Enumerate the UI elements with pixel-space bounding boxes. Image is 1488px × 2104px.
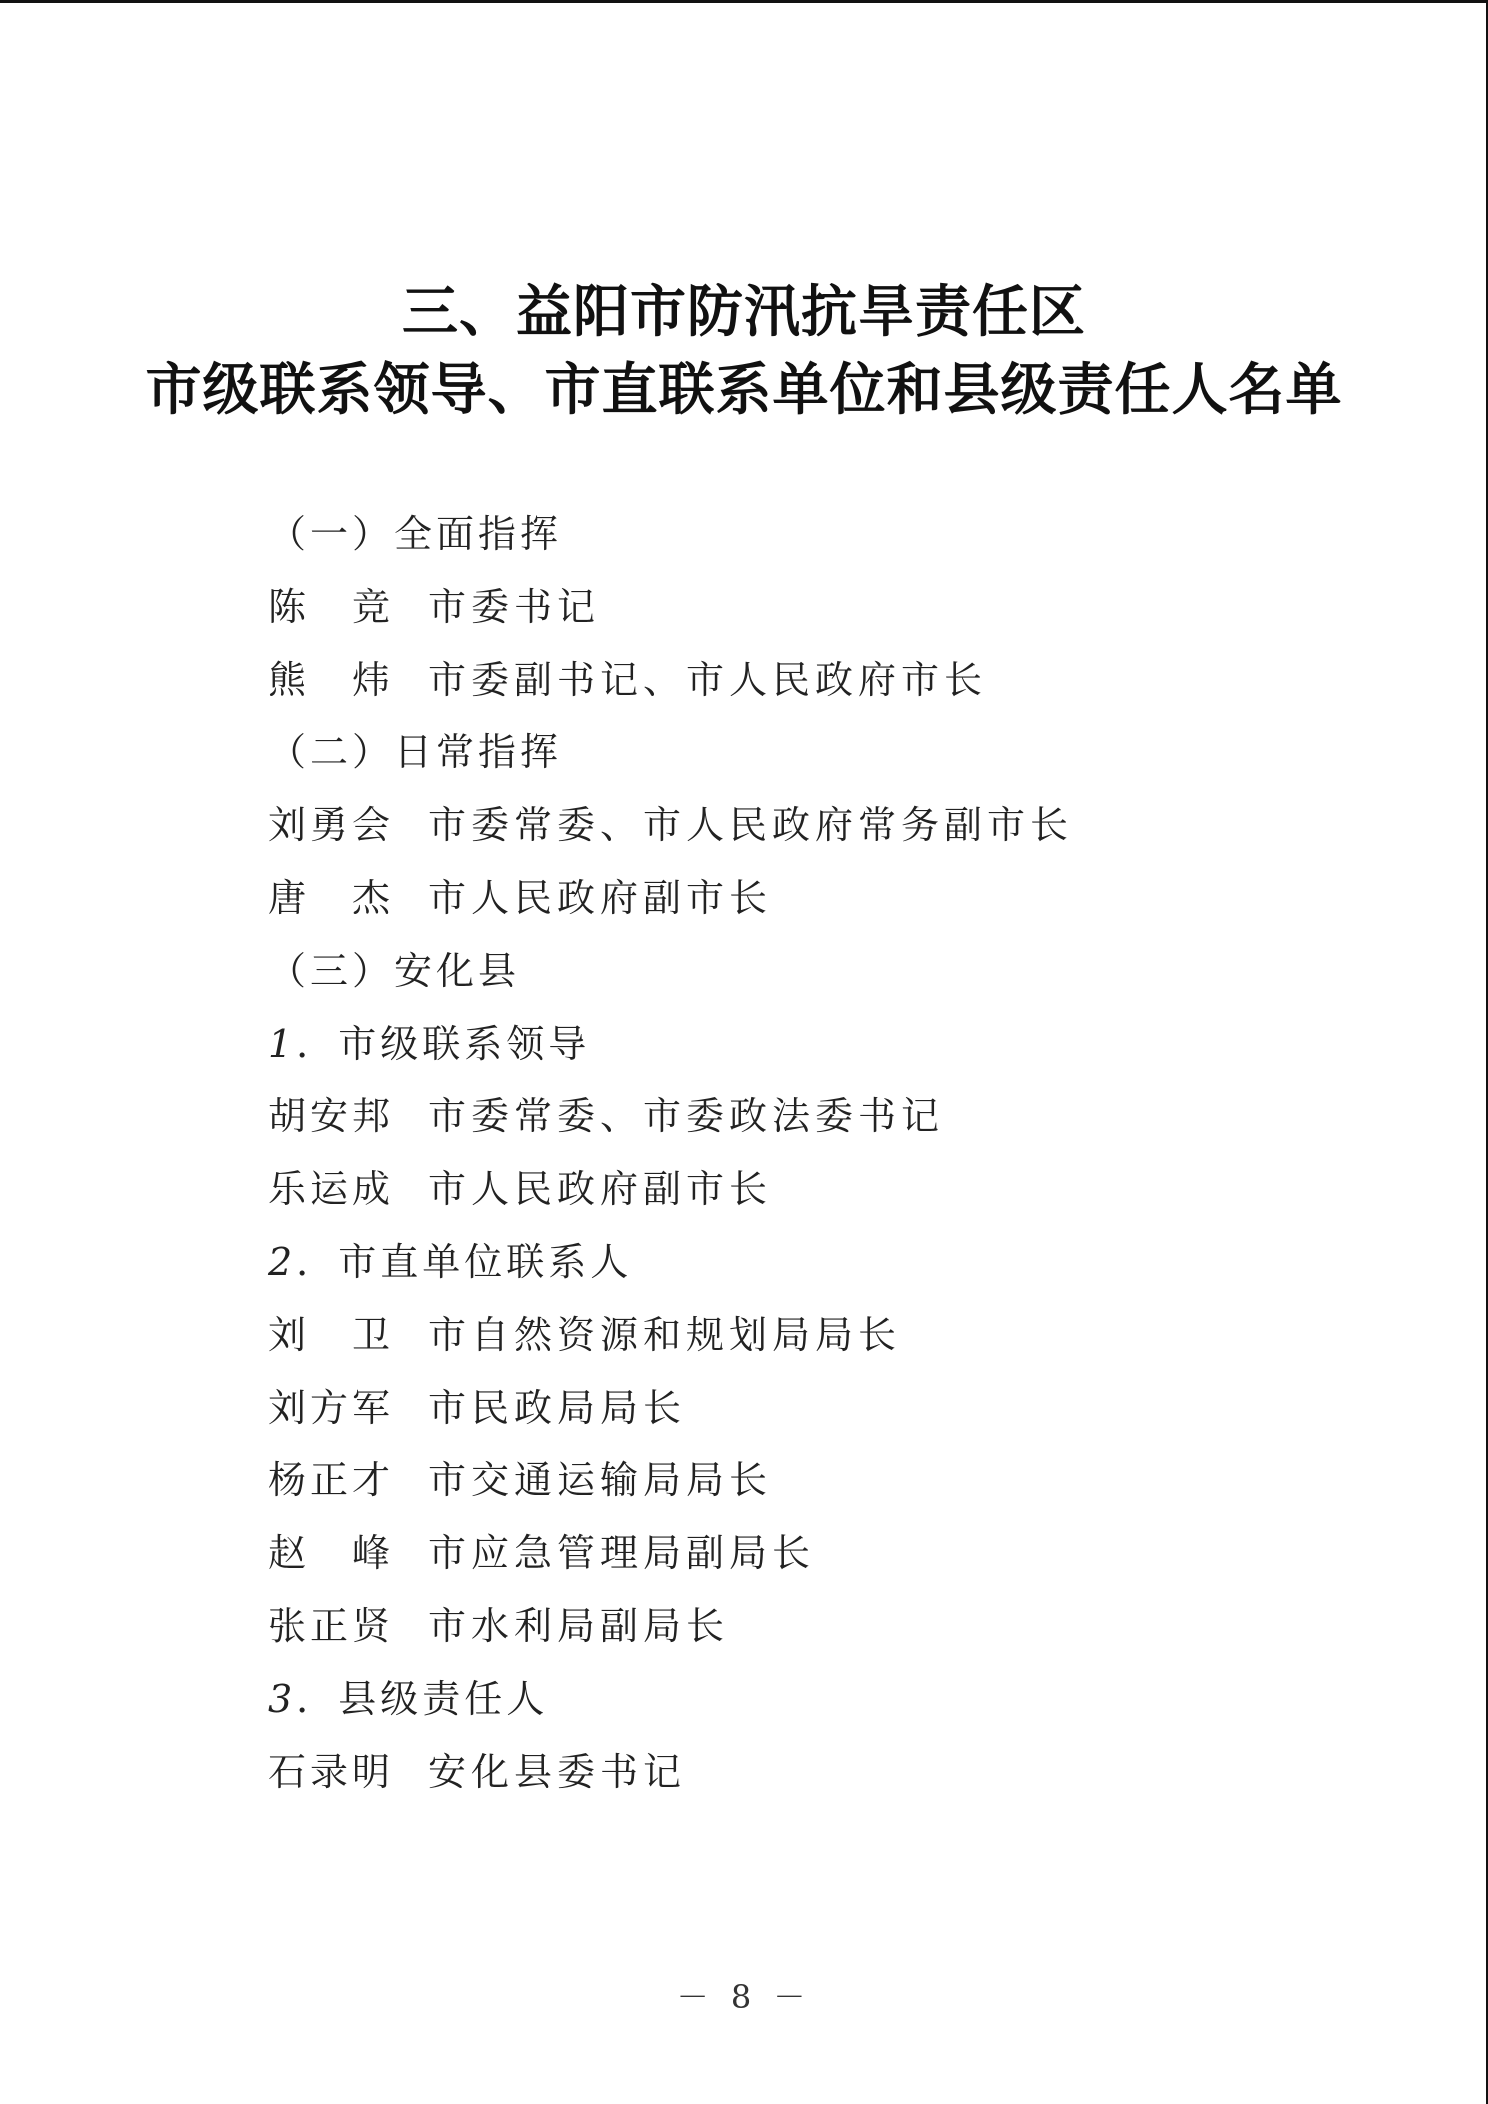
sub-heading: 2．市直单位联系人 [268,1239,633,1284]
person-role: 市水利局副局长 [428,1603,730,1648]
person-role: 市应急管理局副局长 [428,1531,816,1576]
person-entry [268,571,1368,644]
top-border-line [0,0,1488,3]
person-name: 熊 炜 [268,657,395,702]
section-heading-text: （二）日常指挥 [268,730,563,775]
sub-heading: 3．县级责任人 [268,1676,549,1721]
section-heading [268,716,1368,789]
person-role: 市委书记 [428,584,601,629]
person-role: 市人民政府副市长 [428,1167,773,1212]
person-entry [268,1372,1368,1445]
document-title-line-2: 市级联系领导、市直联系单位和县级责任人名单 [145,357,1343,423]
responsibility-list [268,498,1368,1808]
sub-heading: 1．市级联系领导 [268,1021,591,1066]
person-role: 市交通运输局局长 [428,1458,773,1503]
person-name: 杨正才 [268,1458,395,1503]
person-entry [268,1590,1368,1663]
person-entry [268,1736,1368,1809]
sub-heading-text: 县级责任人 [338,1676,549,1721]
person-name: 张正贤 [268,1603,395,1648]
person-entry [268,1153,1368,1226]
person-role: 市委常委、市人民政府常务副市长 [428,803,1074,848]
person-name: 石录明 [268,1749,395,1794]
page-number: － 8 － [676,1978,812,2016]
person-entry [268,1299,1368,1372]
person-entry [268,1080,1368,1153]
sub-heading-number: 3 [268,1676,297,1721]
person-role: 市自然资源和规划局局长 [428,1312,902,1357]
sub-heading-number: 2 [268,1239,297,1284]
person-role: 市委副书记、市人民政府市长 [428,657,988,702]
person-name: 刘勇会 [268,803,395,848]
person-role: 市人民政府副市长 [428,875,773,920]
section-heading [268,935,1368,1008]
section-heading [268,498,1368,571]
person-entry [268,1444,1368,1517]
person-name: 刘方军 [268,1385,395,1430]
person-entry [268,862,1368,935]
sub-heading-number: 1 [268,1021,297,1066]
person-name: 刘 卫 [268,1312,395,1357]
person-name: 唐 杰 [268,875,395,920]
person-name: 赵 峰 [268,1531,395,1576]
section-heading-text: （一）全面指挥 [268,512,563,556]
sub-heading-text: 市直单位联系人 [338,1239,633,1284]
document-title-line-1: 三、益阳市防汛抗旱责任区 [402,279,1086,345]
person-role: 安化县委书记 [428,1749,687,1794]
section-heading-text: （三）安化县 [268,948,521,993]
sub-heading-text: 市级联系领导 [338,1021,591,1066]
person-entry [268,789,1368,862]
person-role: 市委常委、市委政法委书记 [428,1094,945,1139]
person-name: 胡安邦 [268,1094,395,1139]
person-role: 市民政局局长 [428,1385,687,1430]
person-entry [268,644,1368,717]
person-name: 陈 竞 [268,584,395,629]
person-name: 乐运成 [268,1167,395,1212]
person-entry [268,1517,1368,1590]
